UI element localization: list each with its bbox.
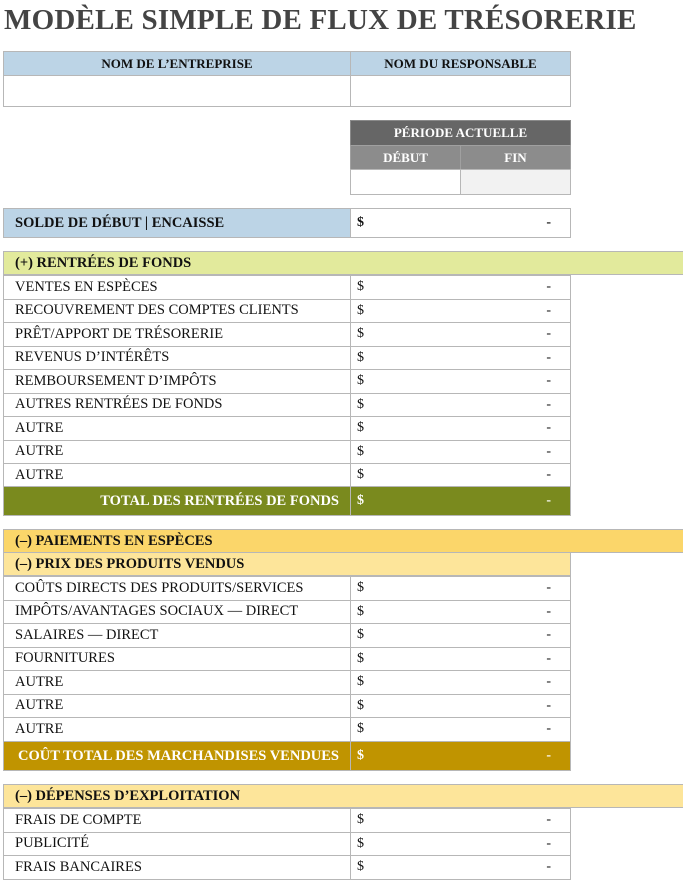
inflow-row-value[interactable]: $ - [350, 346, 571, 371]
period-start-header: DÉBUT [350, 145, 461, 170]
inflow-row-label: REMBOURSEMENT D’IMPÔTS [3, 369, 351, 394]
inflow-row-value[interactable]: $ - [350, 322, 571, 347]
inflow-row-value[interactable]: $ - [350, 369, 571, 394]
cogs-total-label: COÛT TOTAL DES MARCHANDISES VENDUES [3, 741, 351, 771]
company-name-input[interactable] [3, 75, 351, 107]
operating-row-value[interactable]: $ - [350, 832, 571, 857]
inflow-row-label: AUTRE [3, 416, 351, 441]
period-header: PÉRIODE ACTUELLE [350, 120, 571, 146]
cogs-row-label: FOURNITURES [3, 647, 351, 672]
period-end-header: FIN [460, 145, 571, 170]
inflows-section-header: (+) RENTRÉES DE FONDS [3, 251, 683, 275]
inflow-row-value[interactable]: $ - [350, 416, 571, 441]
cogs-section-header: (–) PRIX DES PRODUITS VENDUS [3, 552, 571, 576]
manager-name-header: NOM DU RESPONSABLE [350, 51, 571, 76]
opening-balance-value[interactable]: $ - [350, 208, 571, 238]
inflow-row-label: AUTRE [3, 463, 351, 488]
inflows-total-label: TOTAL DES RENTRÉES DE FONDS [3, 486, 351, 516]
inflow-row-label: VENTES EN ESPÈCES [3, 275, 351, 300]
cogs-row-value[interactable]: $ - [350, 647, 571, 672]
operating-row-label: FRAIS DE COMPTE [3, 808, 351, 833]
cogs-row-label: SALAIRES — DIRECT [3, 623, 351, 648]
inflow-row-label: AUTRES RENTRÉES DE FONDS [3, 393, 351, 418]
inflow-row-value[interactable]: $ - [350, 275, 571, 300]
cogs-row-value[interactable]: $ - [350, 670, 571, 695]
inflow-row-value[interactable]: $ - [350, 440, 571, 465]
cogs-row-value[interactable]: $ - [350, 600, 571, 625]
cogs-row-value[interactable]: $ - [350, 623, 571, 648]
cogs-total-value: $ - [350, 741, 571, 771]
page-title: MODÈLE SIMPLE DE FLUX DE TRÉSORERIE [4, 4, 637, 36]
cogs-row-label: COÛTS DIRECTS DES PRODUITS/SERVICES [3, 576, 351, 601]
inflow-row-label: REVENUS D’INTÉRÊTS [3, 346, 351, 371]
inflow-row-value[interactable]: $ - [350, 299, 571, 324]
period-end-input[interactable] [460, 169, 571, 195]
inflow-row-label: PRÊT/APPORT DE TRÉSORERIE [3, 322, 351, 347]
inflows-total-value: $ - [350, 486, 571, 516]
cogs-row-value[interactable]: $ - [350, 576, 571, 601]
manager-name-input[interactable] [350, 75, 571, 107]
cogs-row-value[interactable]: $ - [350, 694, 571, 719]
operating-row-label: PUBLICITÉ [3, 832, 351, 857]
operating-row-value[interactable]: $ - [350, 808, 571, 833]
cogs-row-label: AUTRE [3, 717, 351, 742]
company-name-header: NOM DE L’ENTREPRISE [3, 51, 351, 76]
opening-balance-label: SOLDE DE DÉBUT | ENCAISSE [3, 208, 351, 238]
inflow-row-label: RECOUVREMENT DES COMPTES CLIENTS [3, 299, 351, 324]
period-start-input[interactable] [350, 169, 461, 195]
inflow-row-label: AUTRE [3, 440, 351, 465]
cogs-row-label: IMPÔTS/AVANTAGES SOCIAUX — DIRECT [3, 600, 351, 625]
payments-section-header: (–) PAIEMENTS EN ESPÈCES [3, 529, 683, 553]
inflow-row-value[interactable]: $ - [350, 463, 571, 488]
cogs-row-label: AUTRE [3, 670, 351, 695]
cogs-row-label: AUTRE [3, 694, 351, 719]
cogs-row-value[interactable]: $ - [350, 717, 571, 742]
operating-section-header: (–) DÉPENSES D’EXPLOITATION [3, 784, 683, 808]
inflow-row-value[interactable]: $ - [350, 393, 571, 418]
operating-row-value[interactable]: $ - [350, 855, 571, 880]
operating-row-label: FRAIS BANCAIRES [3, 855, 351, 880]
